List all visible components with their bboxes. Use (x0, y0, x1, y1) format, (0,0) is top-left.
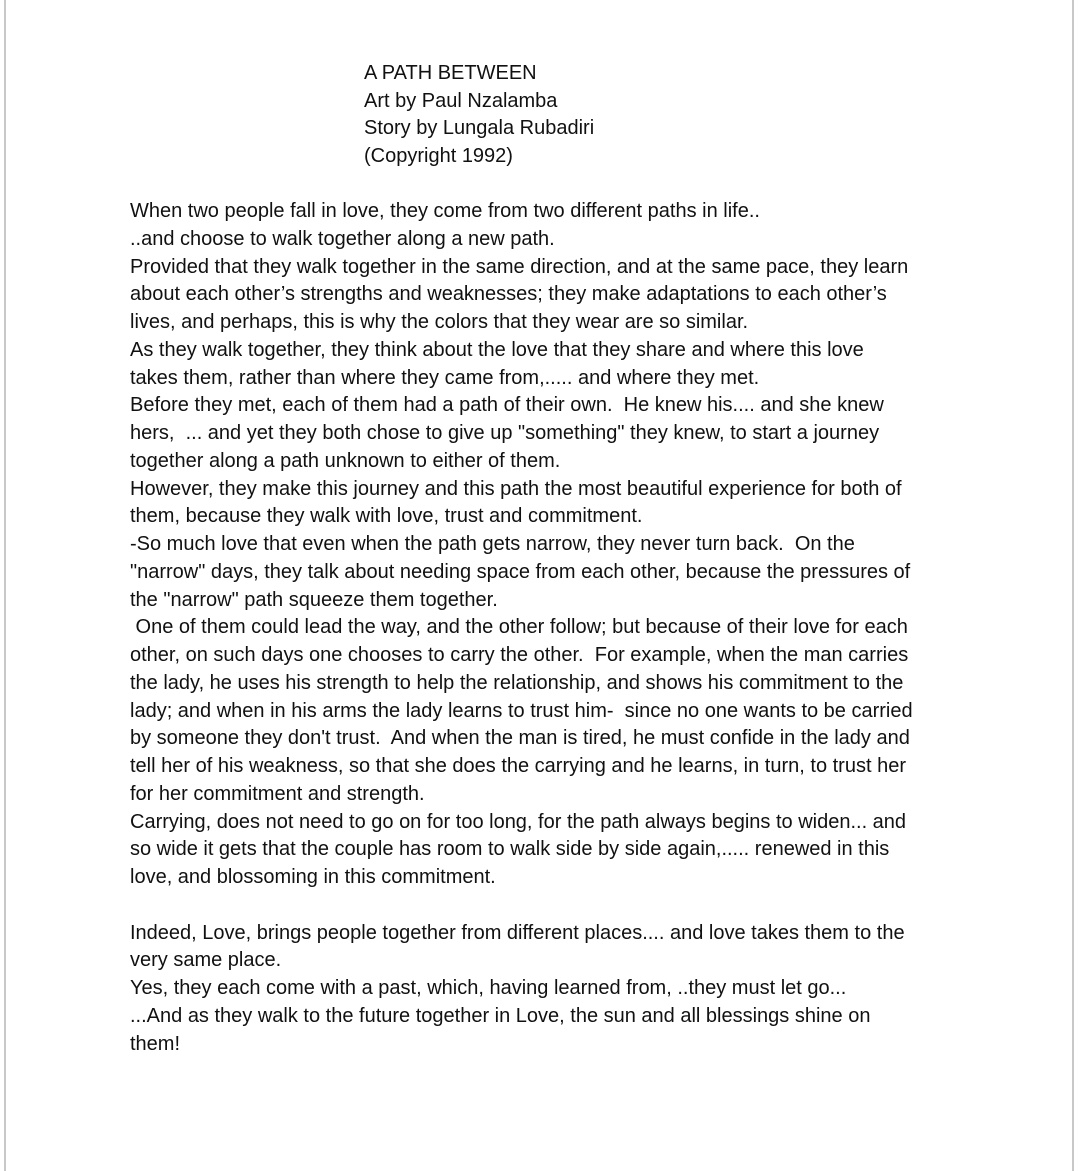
body-line: Provided that they walk together in the same direction, and at the same pace, they learn (130, 255, 909, 278)
body-line: "narrow" days, they talk about needing space from each other, because the pressures of (130, 560, 911, 583)
closing-line: Indeed, Love, brings people together from different places.... and love takes them to the (130, 921, 905, 944)
body-line: When two people fall in love, they come from two different paths in life.. (130, 200, 760, 222)
body-line: Carrying, does not need to go on for too long, for the path always begins to widen... and (130, 810, 907, 833)
body-line: by someone they don't trust. And when the man is tired, he must confide in the lady and (130, 727, 910, 750)
body-line: As they walk together, they think about the love that they share and where this love (130, 338, 864, 361)
closing-line: ...And as they walk to the future together in Love, the sun and all blessings shine on (130, 1004, 871, 1027)
body-line: so wide it gets that the couple has room to walk side by side again,..... renewed in this (130, 838, 890, 861)
body-line: takes them, rather than where they came from,..... and where they met. (130, 366, 760, 389)
body-line: the lady, he uses his strength to help the relationship, and shows his commitment to the (130, 671, 904, 694)
body-line: hers, ... and yet they both chose to give up "something" they knew, to start a journey (130, 422, 880, 444)
body-line: -So much love that even when the path gets narrow, they never turn back. On the (130, 533, 855, 555)
story-credit: Story by Lungala Rubadiri (364, 117, 595, 140)
body-line: for her commitment and strength. (130, 782, 425, 805)
body-line: lives, and perhaps, this is why the colors that they wear are so similar. (130, 311, 749, 333)
body-line: love, and blossoming in this commitment. (130, 866, 496, 888)
page-right-border (1072, 0, 1074, 1171)
body-line: ..and choose to walk together along a new path. (130, 227, 555, 250)
page-left-border (4, 0, 6, 1171)
document-title: A PATH BETWEEN (364, 62, 537, 84)
paragraph-gap (130, 892, 960, 920)
body-line: Before they met, each of them had a path of their own. He knew his.... and she knew (130, 394, 884, 417)
body-line: the "narrow" path squeeze them together. (130, 588, 498, 611)
closing-line: Yes, they each come with a past, which, having learned from, ..they must let go... (130, 977, 847, 999)
body-line: lady; and when in his arms the lady learns to trust him- since no one wants to be carried (130, 699, 913, 722)
body-line: them, because they walk with love, trust and commitment. (130, 505, 643, 528)
body-line: One of them could lead the way, and the other follow; but because of their love for each (130, 616, 908, 639)
story-body (130, 198, 960, 1058)
body-line: other, on such days one chooses to carry the other. For example, when the man carries (130, 644, 909, 666)
closing-line: very same place. (130, 949, 282, 972)
body-line: tell her of his weakness, so that she does the carrying and he learns, in turn, to trust her (130, 755, 906, 777)
body-line: However, they make this journey and this path the most beautiful experience for both of (130, 477, 902, 500)
title-block (364, 60, 594, 171)
art-credit: Art by Paul Nzalamba (364, 89, 558, 112)
body-line: together along a path unknown to either of them. (130, 449, 561, 472)
copyright-notice: (Copyright 1992) (364, 145, 513, 168)
closing-line: them! (130, 1032, 181, 1055)
body-line: about each other’s strengths and weaknesses; they make adaptations to each other’s (130, 283, 887, 306)
